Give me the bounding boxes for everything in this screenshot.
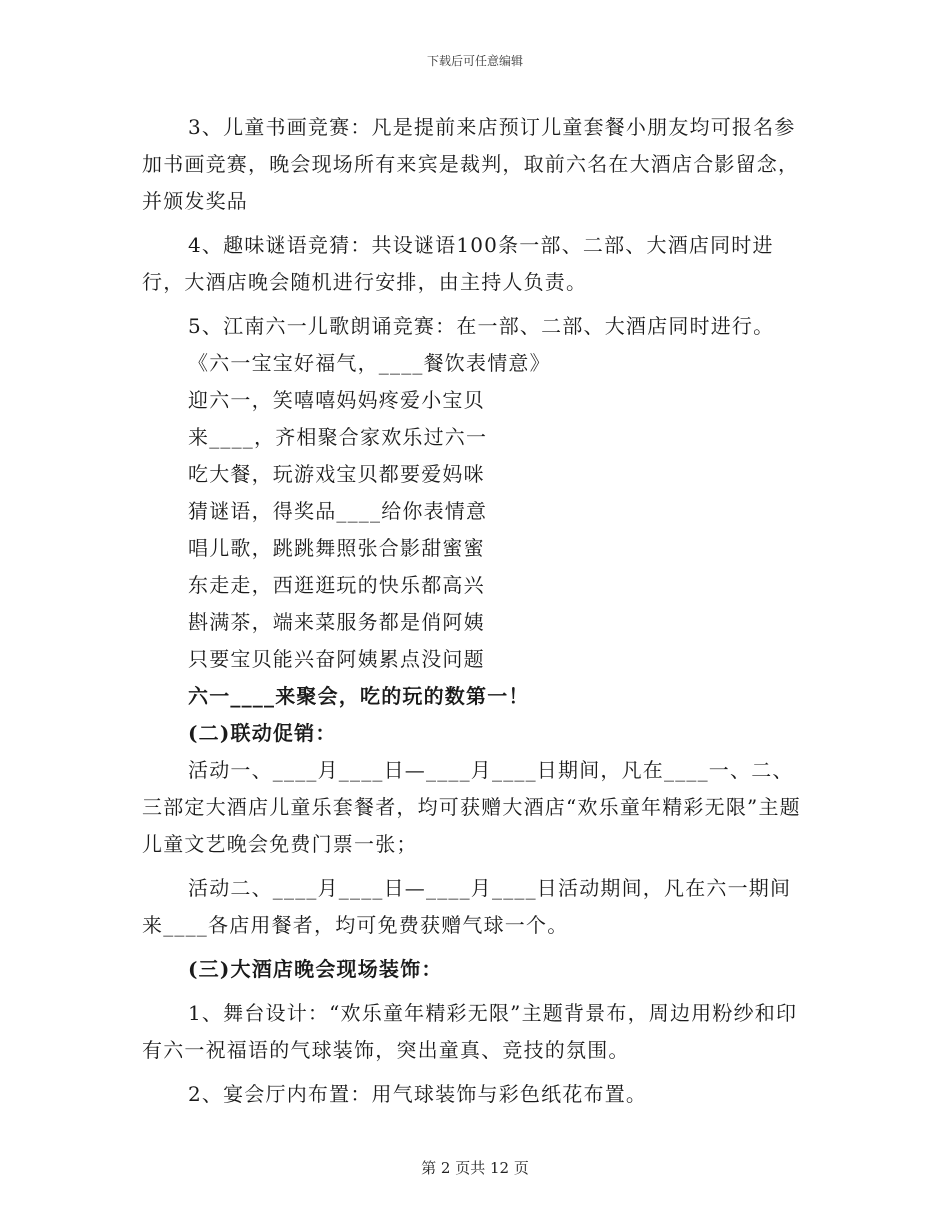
poem-line: 斟满茶，端来菜服务都是俏阿姨 bbox=[188, 610, 485, 634]
paragraph-calligraphy-contest: 3、儿童书画竞赛：凡是提前来店预订儿童套餐小朋友均可报名参加书画竞赛，晚会现场所有来宾是裁判，取前六名在大酒店合影留念，并颁发奖品 bbox=[142, 115, 800, 213]
poem-line: 吃大餐，玩游戏宝贝都要爱妈咪 bbox=[188, 462, 485, 486]
paragraph-activity-two: 活动二、____月____日—____月____日活动期间，凡在六一期间来____各店用餐者，均可免费获赠气球一个。 bbox=[142, 876, 792, 937]
poem-closing-line: 六一____来聚会，吃的玩的数第一！ bbox=[188, 684, 530, 708]
poem-line: 唱儿歌，跳跳舞照张合影甜蜜蜜 bbox=[188, 536, 485, 560]
page-header: 下载后可任意编辑 bbox=[426, 54, 523, 68]
poem-line: 迎六一，笑嘻嘻妈妈疼爱小宝贝 bbox=[188, 388, 485, 412]
poem-line: 只要宝贝能兴奋阿姨累点没问题 bbox=[188, 647, 485, 671]
poem-line: 东走走，西逛逛玩的快乐都高兴 bbox=[188, 573, 485, 597]
paragraph-stage-design: 1、舞台设计：“欢乐童年精彩无限”主题背景布，周边用粉纱和印有六一祝福语的气球装饰，突出童真、竞技的氛围。 bbox=[142, 1001, 798, 1062]
paragraph-riddle-contest: 4、趣味谜语竞猜：共设谜语100条一部、二部、大酒店同时进行，大酒店晚会随机进行安排，由主持人负责。 bbox=[142, 233, 774, 294]
poem-line: 猜谜语，得奖品____给你表情意 bbox=[188, 499, 488, 523]
section-heading-venue-decoration: (三)大酒店晚会现场装饰： bbox=[188, 957, 443, 981]
section-heading-joint-promotion: (二)联动促销： bbox=[188, 721, 337, 745]
paragraph-song-contest: 5、江南六一儿歌朗诵竞赛：在一部、二部、大酒店同时进行。 bbox=[188, 314, 775, 338]
paragraph-hall-layout: 2、宴会厅内布置：用气球装饰与彩色纸花布置。 bbox=[188, 1082, 648, 1106]
document-body bbox=[142, 109, 812, 1113]
page-footer: 第 2 页共 12 页 bbox=[421, 1159, 529, 1177]
poem-title: 《六一宝宝好福气，____餐饮表情意》 bbox=[188, 351, 551, 375]
poem-line: 来____，齐相聚合家欢乐过六一 bbox=[188, 425, 488, 449]
paragraph-activity-one: 活动一、____月____日—____月____日期间，凡在____一、二、三部定大酒店儿童乐套餐者，均可获赠大酒店“欢乐童年精彩无限”主题儿童文艺晚会免费门票一张； bbox=[142, 758, 801, 856]
